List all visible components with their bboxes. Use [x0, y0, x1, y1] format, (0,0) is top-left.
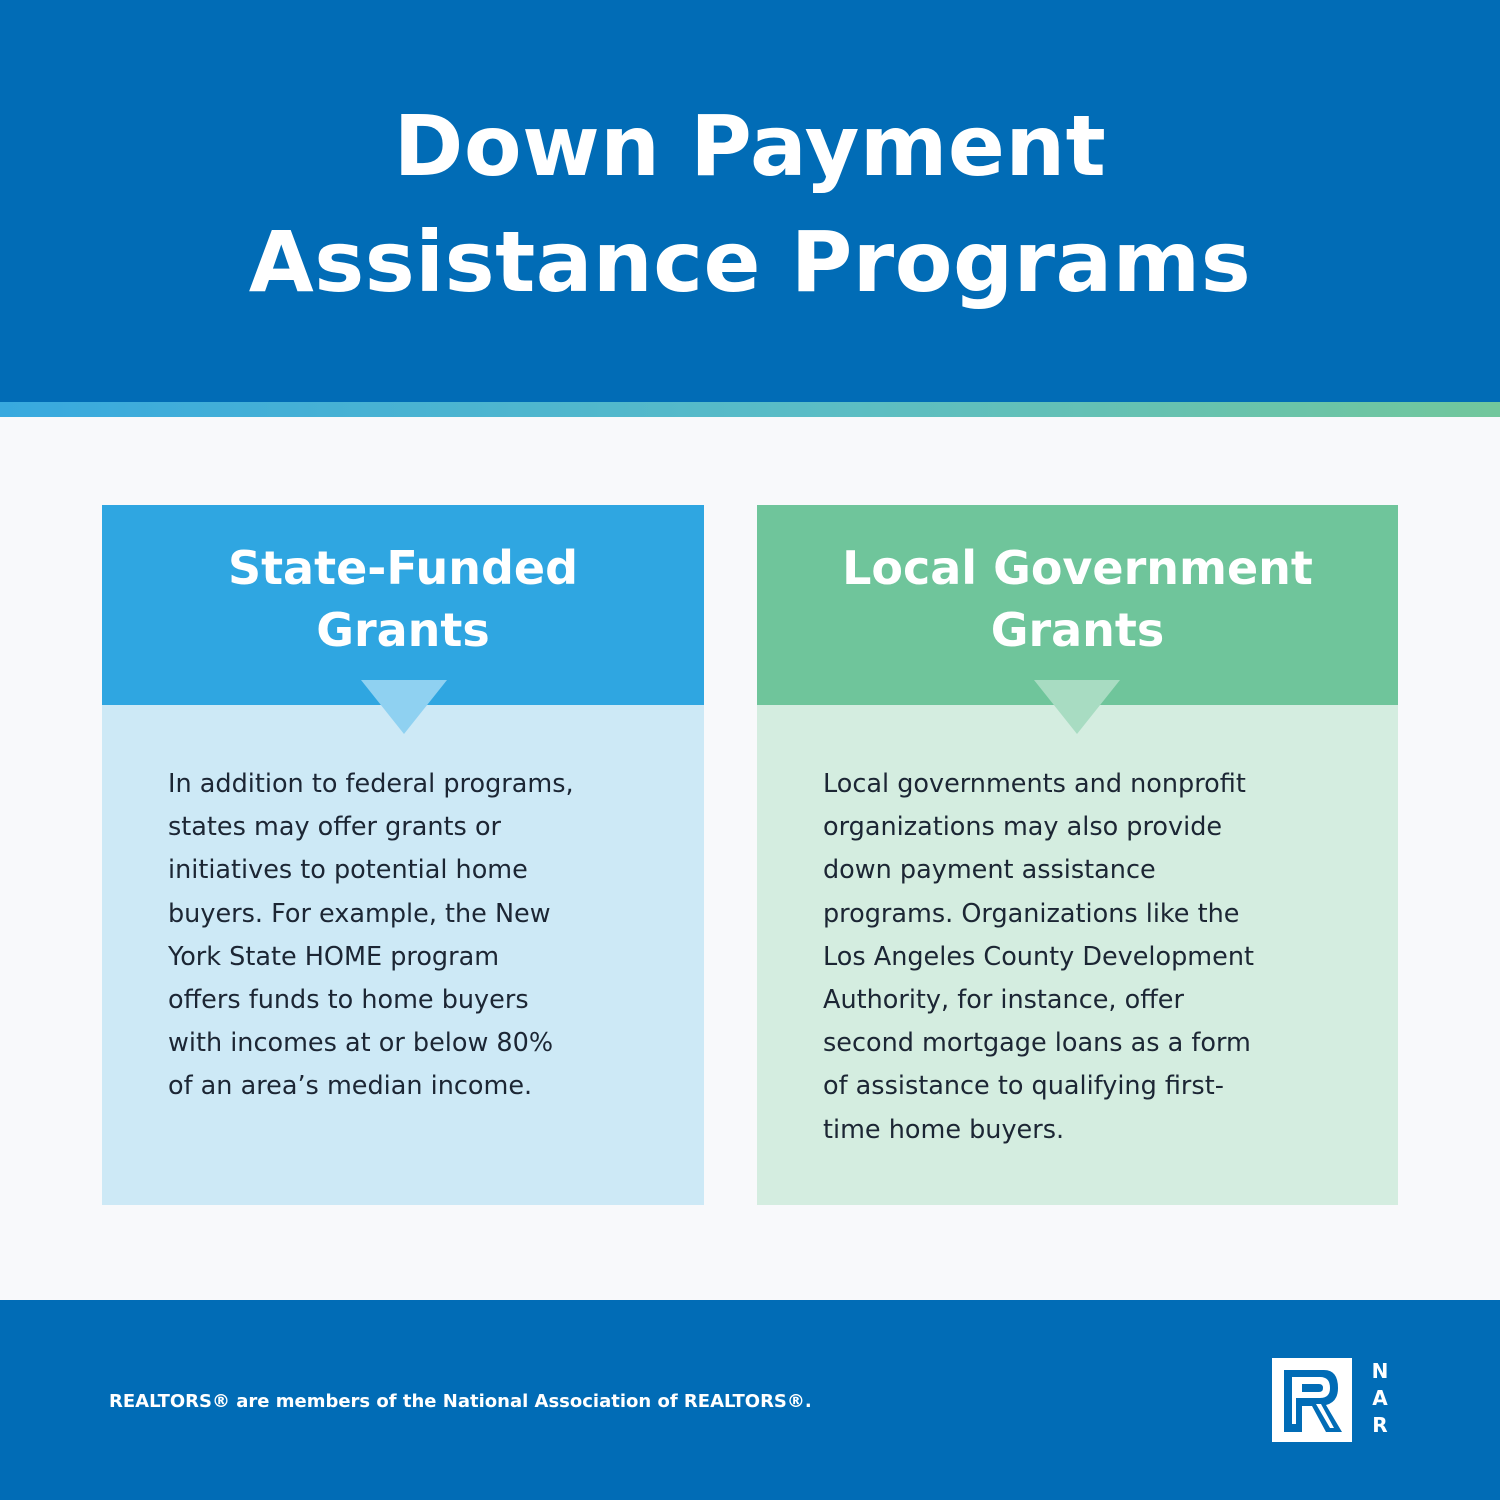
- body-line: York State HOME program: [168, 941, 500, 972]
- body-line: time home buyers.: [823, 1114, 1065, 1145]
- card-title: [757, 537, 1398, 661]
- logo-letter: N: [1371, 1359, 1389, 1383]
- gradient-divider: [0, 402, 1500, 417]
- card-title: [102, 537, 704, 661]
- body-line: down payment assistance: [823, 855, 1156, 886]
- down-triangle-icon: [1034, 680, 1120, 734]
- nar-logo-letters: [1367, 1358, 1393, 1439]
- logo-letter: R: [1372, 1413, 1388, 1437]
- footer-disclaimer: REALTORS® are members of the National Association of REALTORS®.: [109, 1391, 812, 1412]
- body-line: second mortgage loans as a form: [823, 1028, 1251, 1059]
- card-header: [757, 505, 1398, 705]
- realtor-r-logo-icon: [1272, 1358, 1352, 1442]
- body-line: with incomes at or below 80%: [168, 1028, 554, 1059]
- body-line: organizations may also provide: [823, 812, 1223, 843]
- page-title-line-1: Down Payment: [393, 97, 1107, 195]
- body-line: Authority, for instance, offer: [823, 985, 1184, 1016]
- card-title-line-2: Grants: [990, 603, 1165, 657]
- body-line: offers funds to home buyers: [168, 985, 529, 1016]
- page-title: [0, 88, 1500, 320]
- state-funded-grants-card: [102, 505, 704, 1205]
- footer-banner: [0, 1300, 1500, 1500]
- body-line: Local governments and nonprofit: [823, 769, 1246, 799]
- page-title-line-2: Assistance Programs: [248, 213, 1252, 311]
- body-line: states may offer grants or: [168, 812, 502, 843]
- body-line: In addition to federal programs,: [168, 769, 574, 799]
- local-government-grants-card: [757, 505, 1398, 1205]
- card-header: [102, 505, 704, 705]
- body-line: buyers. For example, the New: [168, 898, 551, 929]
- body-line: programs. Organizations like the: [823, 898, 1240, 929]
- body-line: Los Angeles County Development: [823, 941, 1254, 972]
- card-body-text: [168, 763, 678, 1109]
- logo-letter: A: [1372, 1386, 1388, 1410]
- card-title-line-1: State-Funded: [227, 541, 579, 595]
- down-triangle-icon: [361, 680, 447, 734]
- card-body-text: [823, 763, 1373, 1152]
- card-title-line-1: Local Government: [842, 541, 1313, 595]
- header-banner: [0, 0, 1500, 402]
- card-title-line-2: Grants: [316, 603, 490, 657]
- body-line: initiatives to potential home: [168, 855, 528, 886]
- body-line: of assistance to qualifying first-: [823, 1071, 1224, 1102]
- body-line: of an area’s median income.: [168, 1071, 533, 1102]
